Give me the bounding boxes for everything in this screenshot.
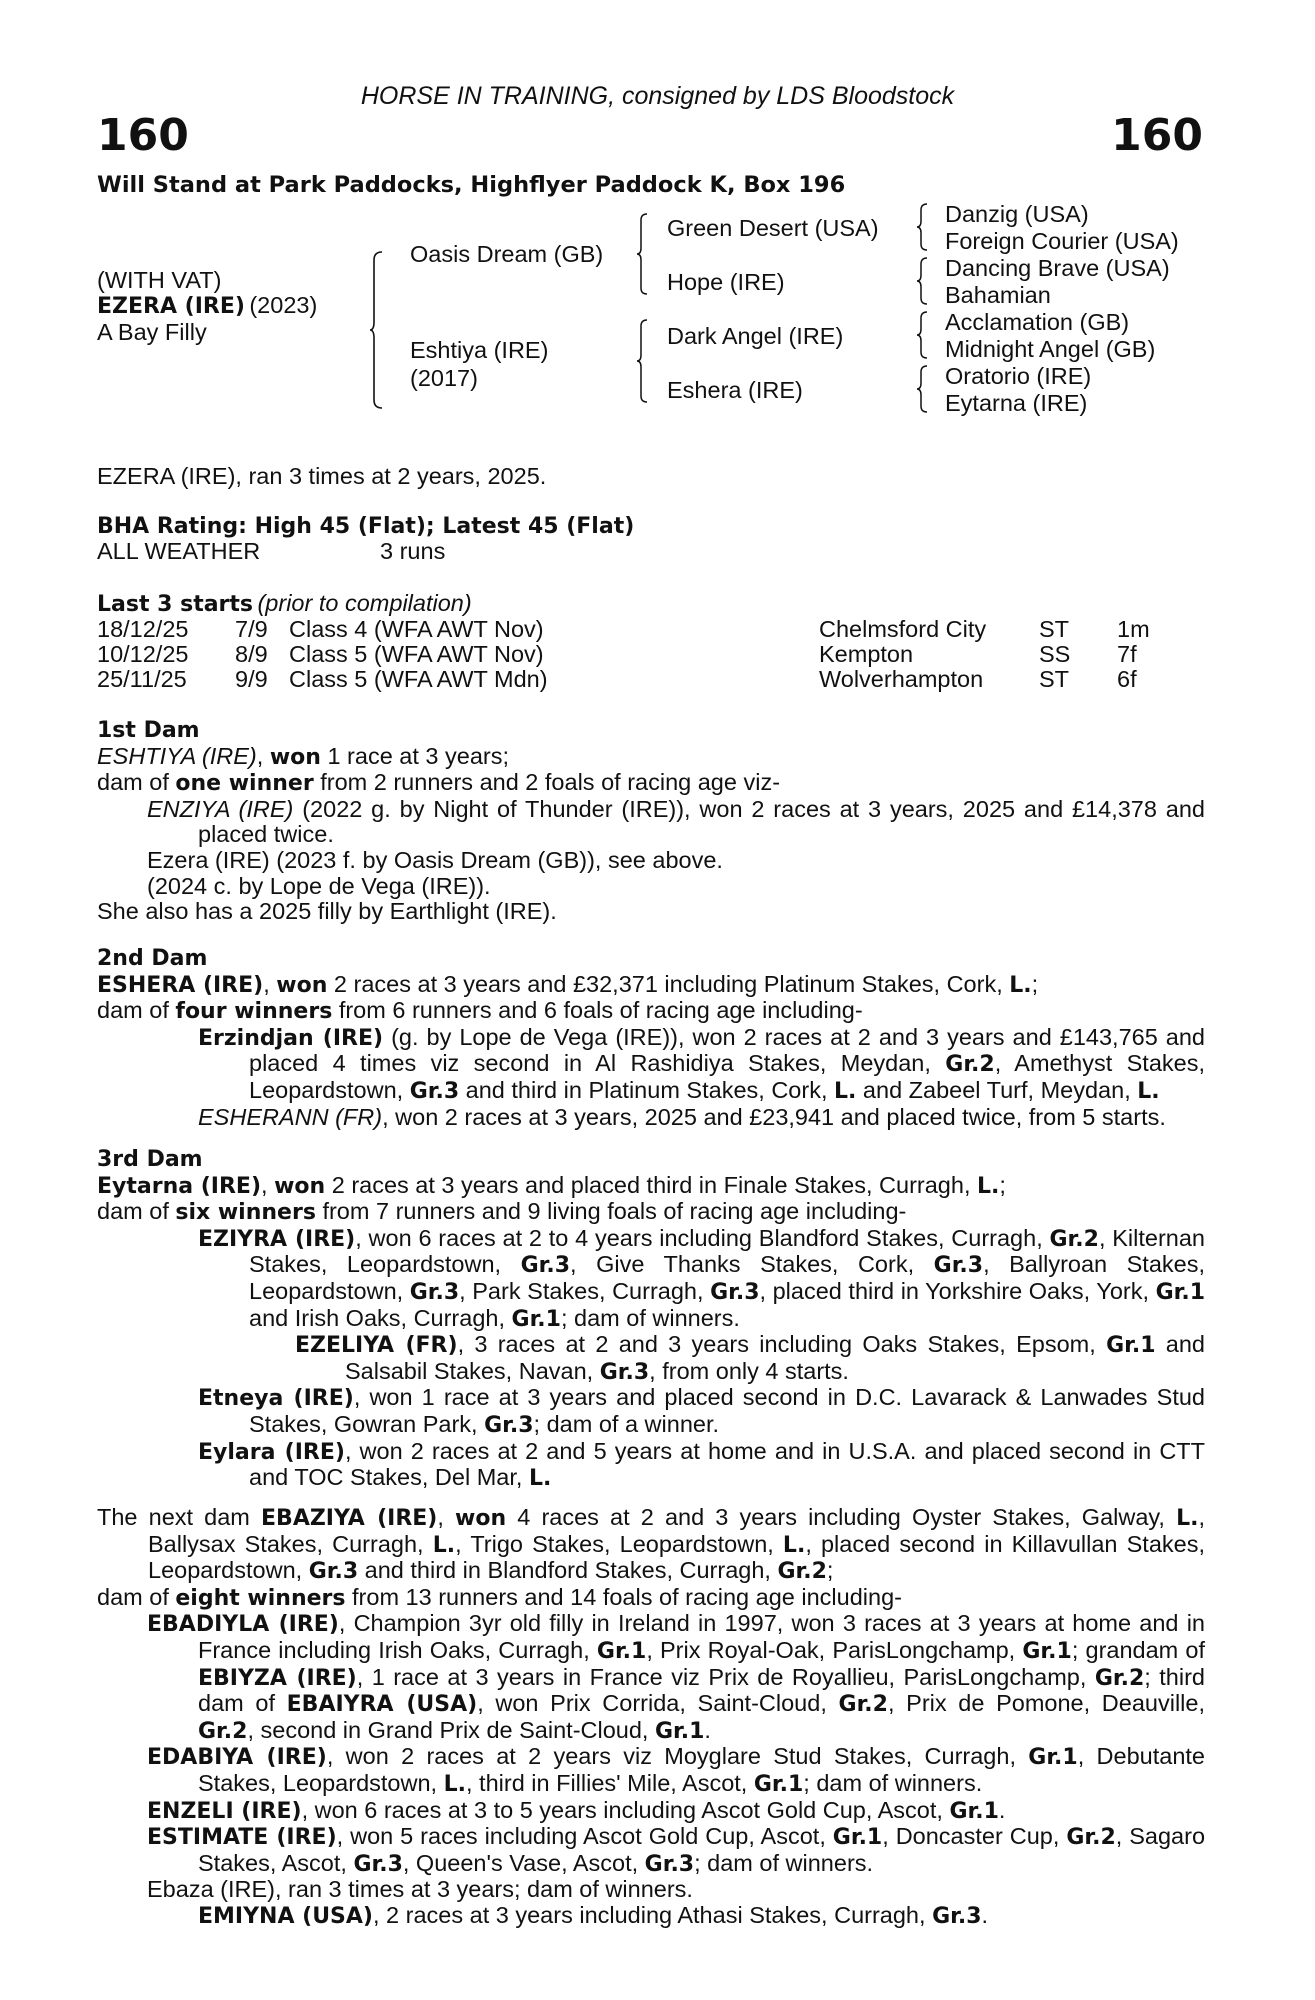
start-course: Wolverhampton <box>819 666 984 692</box>
start-distance: 1m <box>1117 616 1150 642</box>
next-dam-produce-5: Ebaza (IRE), ran 3 times at 3 years; dam of winners. <box>147 1876 693 1903</box>
pedigree-dam-sire: Dark Angel (IRE) <box>667 323 844 349</box>
vat-note: (WITH VAT) <box>97 267 222 293</box>
pedigree-dsd: Midnight Angel (GB) <box>945 336 1156 362</box>
horse-description: A Bay Filly <box>97 319 207 345</box>
pedigree-brace-sd <box>917 256 929 306</box>
starts-heading-note: (prior to compilation) <box>257 590 472 616</box>
lot-number-right: 160 <box>1111 110 1203 161</box>
start-position: 7/9 <box>235 616 268 642</box>
pedigree-brace-dd <box>917 364 929 414</box>
pedigree-dds: Oratorio (IRE) <box>945 363 1092 389</box>
stand-location: Will Stand at Park Paddocks, Highflyer Paddock K, Box 196 <box>97 172 846 198</box>
third-dam-heading: 3rd Dam <box>97 1147 203 1172</box>
third-dam-section <box>97 1146 1205 1492</box>
horse-year: (2023) <box>249 292 318 318</box>
rating-runs: 3 runs <box>380 538 446 564</box>
starts-heading-bold: Last 3 starts <box>97 592 254 617</box>
next-dam-produce-summary: dam of eight winners from 13 runners and 14 foals of racing age including- <box>97 1583 902 1611</box>
start-date: 18/12/25 <box>97 616 189 642</box>
pedigree-dam-dam: Eshera (IRE) <box>667 377 803 403</box>
pedigree-dss: Acclamation (GB) <box>945 309 1130 335</box>
pedigree-sire-dam: Hope (IRE) <box>667 269 785 295</box>
first-dam-note: She also has a 2025 filly by Earthlight (IRE). <box>97 898 557 925</box>
first-dam-produce-2: Ezera (IRE) (2023 f. by Oasis Dream (GB)), see above. <box>147 846 723 873</box>
pedigree-brace-main <box>370 250 384 410</box>
first-dam-produce-summary: dam of one winner from 2 runners and 2 foals of racing age viz- <box>97 769 781 797</box>
third-dam-produce-3: Eylara (IRE), won 2 races at 2 and 5 years at home and in U.S.A. and placed second in CTT and TOC Stakes, Del Mar, L. <box>198 1437 1206 1492</box>
third-dam-produce-1-sub: EZELIYA (FR), 3 races at 2 and 3 years including Oaks Stakes, Epsom, Gr.1 and Salsabil Stakes, Navan, Gr.3, from only 4 starts. <box>295 1331 1205 1385</box>
start-going: SS <box>1039 641 1071 667</box>
start-position: 9/9 <box>235 666 268 692</box>
third-dam-produce-2: Etneya (IRE), won 1 race at 3 years and placed second in D.C. Lavarack & Lanwades Stud Stakes, Gowran Park, Gr.3; dam of a winner. <box>198 1384 1205 1438</box>
pedigree-ddd: Eytarna (IRE) <box>945 390 1088 416</box>
next-dam-produce-3: ENZELI (IRE), won 6 races at 3 to 5 years including Ascot Gold Cup, Ascot, Gr.1. <box>147 1796 1006 1824</box>
next-dam-section <box>97 1505 1205 1930</box>
second-dam-produce-summary: dam of four winners from 6 runners and 6 foals of racing age including- <box>97 997 863 1025</box>
rating-surface: ALL WEATHER <box>97 538 261 564</box>
third-dam-produce-summary: dam of six winners from 7 runners and 9 living foals of racing age including- <box>97 1198 907 1226</box>
start-distance: 7f <box>1117 641 1137 667</box>
second-dam-heading: 2nd Dam <box>97 946 208 971</box>
first-dam-section <box>97 717 1205 925</box>
start-going: ST <box>1039 616 1070 642</box>
start-course: Kempton <box>819 641 914 667</box>
start-date: 25/11/25 <box>97 666 187 692</box>
next-dam-produce-2: EDABIYA (IRE), won 2 races at 2 years viz Moyglare Stud Stakes, Curragh, Gr.1, Debutante Stakes, Leopardstown, L., third in Fillies' Mile, Ascot, Gr.1; dam of winners. <box>147 1743 1205 1797</box>
pedigree-brace-dam <box>637 318 649 404</box>
second-dam-produce-2: ESHERANN (FR), won 2 races at 3 years, 2025 and £23,941 and placed twice, from 5 starts. <box>198 1103 1166 1130</box>
consignment-header: HORSE IN TRAINING, consigned by LDS Bloodstock <box>360 82 955 110</box>
pedigree-brace-ss <box>917 202 929 252</box>
pedigree-ssd: Foreign Courier (USA) <box>945 228 1179 254</box>
pedigree-sds: Dancing Brave (USA) <box>945 255 1170 281</box>
pedigree-dam: Eshtiya (IRE) <box>410 337 549 363</box>
next-dam-produce-6: EMIYNA (USA), 2 races at 3 years including Athasi Stakes, Curragh, Gr.3. <box>198 1901 989 1929</box>
horse-name-line <box>97 293 317 319</box>
start-distance: 6f <box>1117 666 1137 692</box>
pedigree-brace-sire <box>637 212 649 296</box>
second-dam-produce-1: Erzindjan (IRE) (g. by Lope de Vega (IRE)), won 2 races at 2 and 3 years and £143,765 and placed 4 times viz second in Al Rashidiya Stakes, Meydan, Gr.2, Amethyst Stakes, Leopardstown, Gr.3 and third in Platinum Stakes, Cork, L. and Zabeel Turf, Meydan, L. <box>198 1023 1205 1104</box>
pedigree-sire-sire: Green Desert (USA) <box>667 215 879 241</box>
second-dam-line: ESHERA (IRE), won 2 races at 3 years and £32,371 including Platinum Stakes, Cork, L.; <box>97 970 1039 998</box>
start-date: 10/12/25 <box>97 641 189 667</box>
first-dam-line: ESHTIYA (IRE), won 1 race at 3 years; <box>97 742 510 770</box>
first-dam-produce-1: ENZIYA (IRE) (2022 g. by Night of Thunder (IRE)), won 2 races at 3 years, 2025 and £14,378 and placed twice. <box>147 795 1205 848</box>
start-going: ST <box>1039 666 1070 692</box>
first-dam-heading: 1st Dam <box>97 718 200 743</box>
horse-name: EZERA (IRE) <box>97 294 245 319</box>
lot-number-left: 160 <box>97 110 189 161</box>
pedigree-sire: Oasis Dream (GB) <box>410 241 604 267</box>
pedigree-sss: Danzig (USA) <box>945 201 1089 227</box>
rating-heading: BHA Rating: High 45 (Flat); Latest 45 (Flat) <box>97 514 635 539</box>
second-dam-section <box>97 945 1205 1130</box>
first-dam-produce-3: (2024 c. by Lope de Vega (IRE)). <box>147 872 491 899</box>
next-dam-line: The next dam EBAZIYA (IRE), won 4 races at 2 and 3 years including Oyster Stakes, Galway, L., Ballysax Stakes, Curragh, L., Trigo Stakes, Leopardstown, L., placed second in Killavullan Stakes, Leopardstown, Gr.3 and third in Blandford Stakes, Curragh, Gr.2; <box>97 1504 1205 1585</box>
start-position: 8/9 <box>235 641 268 667</box>
start-course: Chelmsford City <box>819 616 987 642</box>
next-dam-produce-4: ESTIMATE (IRE), won 5 races including Ascot Gold Cup, Ascot, Gr.1, Doncaster Cup, Gr.2, Sagaro Stakes, Ascot, Gr.3, Queen's Vase, Ascot, Gr.3; dam of winners. <box>147 1823 1206 1877</box>
pedigree-dam-year: (2017) <box>410 365 478 391</box>
start-class: Class 4 (WFA AWT Nov) <box>289 616 544 642</box>
pedigree-brace-ds <box>917 310 929 360</box>
third-dam-line: Eytarna (IRE), won 2 races at 3 years and placed third in Finale Stakes, Curragh, L.; <box>97 1171 1006 1199</box>
starts-heading <box>97 591 472 617</box>
start-class: Class 5 (WFA AWT Mdn) <box>289 666 548 692</box>
next-dam-produce-1: EBADIYLA (IRE), Champion 3yr old filly in Ireland in 1997, won 3 races at 3 years at home and in France including Irish Oaks, Curragh, Gr.1, Prix Royal-Oak, ParisLongchamp, Gr.1; grandam of EBIYZA (IRE), 1 race at 3 years in France viz Prix de Royallieu, ParisLongchamp, Gr.2; third dam of EBAIYRA (USA), won Prix Corrida, Saint-Cloud, Gr.2, Prix de Pomone, Deauville, Gr.2, second in Grand Prix de Saint-Cloud, Gr.1. <box>147 1610 1206 1744</box>
pedigree-sdd: Bahamian <box>945 282 1051 308</box>
start-class: Class 5 (WFA AWT Nov) <box>289 641 544 667</box>
third-dam-produce-1: EZIYRA (IRE), won 6 races at 2 to 4 years including Blandford Stakes, Curragh, Gr.2, Kilternan Stakes, Leopardstown, Gr.3, Give Thanks Stakes, Cork, Gr.3, Ballyroan Stakes, Leopardstown, Gr.3, Park Stakes, Curragh, Gr.3, placed third in Yorkshire Oaks, York, Gr.1 and Irish Oaks, Curragh, Gr.1; dam of winners. <box>198 1224 1205 1332</box>
race-summary: EZERA (IRE), ran 3 times at 2 years, 2025. <box>97 463 547 489</box>
